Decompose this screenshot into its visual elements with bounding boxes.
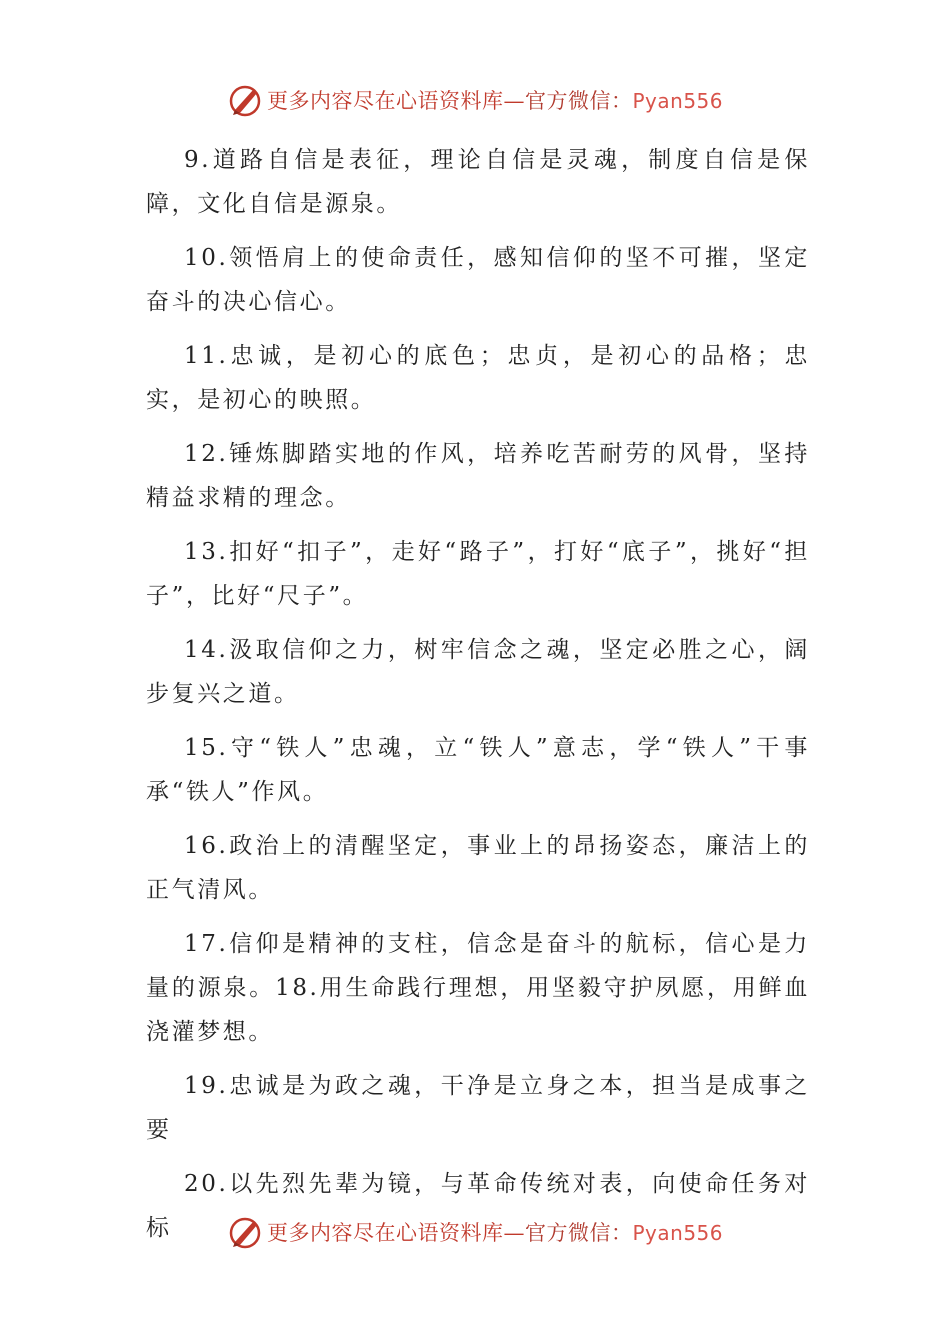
- list-item: 9.道路自信是表征，理论自信是灵魂，制度自信是保障，文化自信是源泉。: [146, 147, 810, 217]
- list-item: 13.扣好“扣子”，走好“路子”，打好“底子”，挑好“担子”，比好“尺子”。: [146, 539, 810, 609]
- pen-logo-icon: [227, 82, 263, 118]
- header-banner: [0, 80, 950, 120]
- list-item: 16.政治上的清醒坚定，事业上的昂扬姿态，廉洁上的正气清风。: [146, 833, 810, 903]
- wechat-id: Pyan556: [632, 89, 723, 113]
- list-item: 20.以先烈先辈为镜，与革命传统对表，向使命任务对标: [146, 1171, 810, 1241]
- footer-banner: [0, 1212, 950, 1252]
- header-text: 更多内容尽在心语资料库—官方微信：Pyan556: [266, 89, 723, 113]
- footer-text: 更多内容尽在心语资料库—官方微信：Pyan556: [266, 1221, 723, 1245]
- list-item: 10.领悟肩上的使命责任，感知信仰的坚不可摧，坚定奋斗的决心信心。: [146, 245, 810, 315]
- list-item: 12.锤炼脚踏实地的作风，培养吃苦耐劳的风骨，坚持精益求精的理念。: [146, 441, 810, 511]
- document-body: [146, 138, 810, 1260]
- list-item: 17.信仰是精神的支柱，信念是奋斗的航标，信心是力量的源泉。18.用生命践行理想，用坚毅守护夙愿，用鲜血浇灌梦想。: [146, 931, 810, 1045]
- list-item: 14.汲取信仰之力，树牢信念之魂，坚定必胜之心，阔步复兴之道。: [146, 637, 810, 707]
- pen-logo-icon: [227, 1214, 263, 1250]
- list-item: 15.守“铁人”忠魂，立“铁人”意志，学“铁人”干事承“铁人”作风。: [146, 735, 810, 805]
- wechat-id: Pyan556: [632, 1221, 723, 1245]
- list-item: 11.忠诚，是初心的底色；忠贞，是初心的品格；忠实，是初心的映照。: [146, 343, 810, 413]
- list-item: 19.忠诚是为政之魂，干净是立身之本，担当是成事之要: [146, 1073, 810, 1143]
